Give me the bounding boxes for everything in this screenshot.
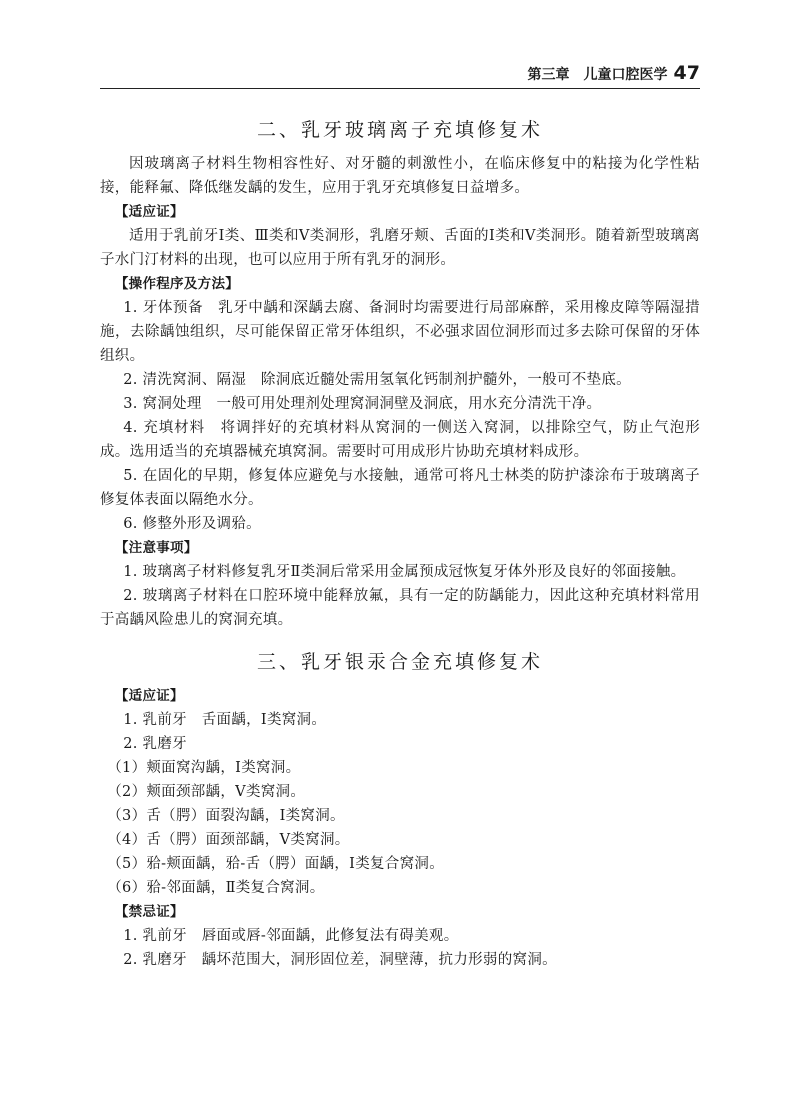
note-item: 2. 玻璃离子材料在口腔环境中能释放氟，具有一定的防龋能力，因此这种充填材料常用于高龋风险患儿的窝洞充填。 [100,588,700,628]
procedure-step: 6. 修整外形及调𬌗。 [123,516,261,532]
chapter-title: 第三章 儿童口腔医学 [527,67,668,83]
contraindication-label: 【禁忌证】 [114,904,184,920]
amalgam-indication-item: 1. 乳前牙 舌面龋，Ⅰ类窝洞。 [123,712,327,728]
amalgam-indication-subitem: （3）舌（腭）面裂沟龋，Ⅰ类窝洞。 [107,808,345,824]
section-title-amalgam: 三、乳牙银汞合金充填修复术 [256,651,543,673]
page-body [100,108,700,972]
procedure-step: 4. 充填材料 将调拌好的充填材料从窝洞的一侧送入窝洞，以排除空气，防止气泡形成。选用适当的充填器械充填窝洞。需要时可用成形片协助充填材料成形。 [100,420,700,460]
running-header [100,60,700,89]
procedure-label: 【操作程序及方法】 [114,276,240,292]
amalgam-indication-item: 2. 乳磨牙 [123,736,187,752]
amalgam-indication-subitem: （1）颊面窝沟龋，Ⅰ类窝洞。 [107,760,301,776]
procedure-step: 5. 在固化的早期，修复体应避免与水接触，通常可将凡士林类的防护漆涂布于玻璃离子修复体表面以隔绝水分。 [100,468,700,508]
notes-label: 【注意事项】 [114,540,198,556]
section-title-glass-ionomer: 二、乳牙玻璃离子充填修复术 [256,119,543,141]
amalgam-indication-subitem: （6）𬌗-邻面龋，Ⅱ类复合窝洞。 [107,880,325,896]
procedure-step: 3. 窝洞处理 一般可用处理剂处理窝洞洞壁及洞底，用水充分清洗干净。 [123,396,602,412]
page-number: 47 [673,62,700,84]
indication-text: 适用于乳前牙Ⅰ类、Ⅲ类和Ⅴ类洞形，乳磨牙颊、舌面的Ⅰ类和Ⅴ类洞形。随着新型玻璃离子水门汀材料的出现，也可以应用于所有乳牙的洞形。 [100,228,700,268]
amalgam-indication-subitem: （4）舌（腭）面颈部龋，Ⅴ类窝洞。 [107,832,350,848]
note-item: 1. 玻璃离子材料修复乳牙Ⅱ类洞后常采用金属预成冠恢复牙体外形及良好的邻面接触。 [123,564,686,580]
amalgam-indication-subitem: （2）颊面颈部龋，Ⅴ类窝洞。 [107,784,306,800]
intro-paragraph: 因玻璃离子材料生物相容性好、对牙髓的刺激性小，在临床修复中的粘接为化学性粘接，能释氟、降低继发龋的发生，应用于乳牙充填修复日益增多。 [100,156,700,196]
procedure-step: 1. 牙体预备 乳牙中龋和深龋去腐、备洞时均需要进行局部麻醉，采用橡皮障等隔湿措施，去除龋蚀组织，尽可能保留正常牙体组织，不必强求固位洞形而过多去除可保留的牙体组织。 [100,300,700,364]
procedure-step: 2. 清洗窝洞、隔湿 除洞底近髓处需用氢氧化钙制剂护髓外，一般可不垫底。 [123,372,631,388]
amalgam-indication-label: 【适应证】 [114,688,184,704]
contraindication-item: 1. 乳前牙 唇面或唇-邻面龋，此修复法有碍美观。 [123,928,459,944]
contraindication-item: 2. 乳磨牙 龋坏范围大，洞形固位差，洞壁薄，抗力形弱的窝洞。 [123,952,557,968]
amalgam-indication-subitem: （5）𬌗-颊面龋，𬌗-舌（腭）面龋，Ⅰ类复合窝洞。 [107,856,444,872]
indication-label: 【适应证】 [114,204,184,220]
